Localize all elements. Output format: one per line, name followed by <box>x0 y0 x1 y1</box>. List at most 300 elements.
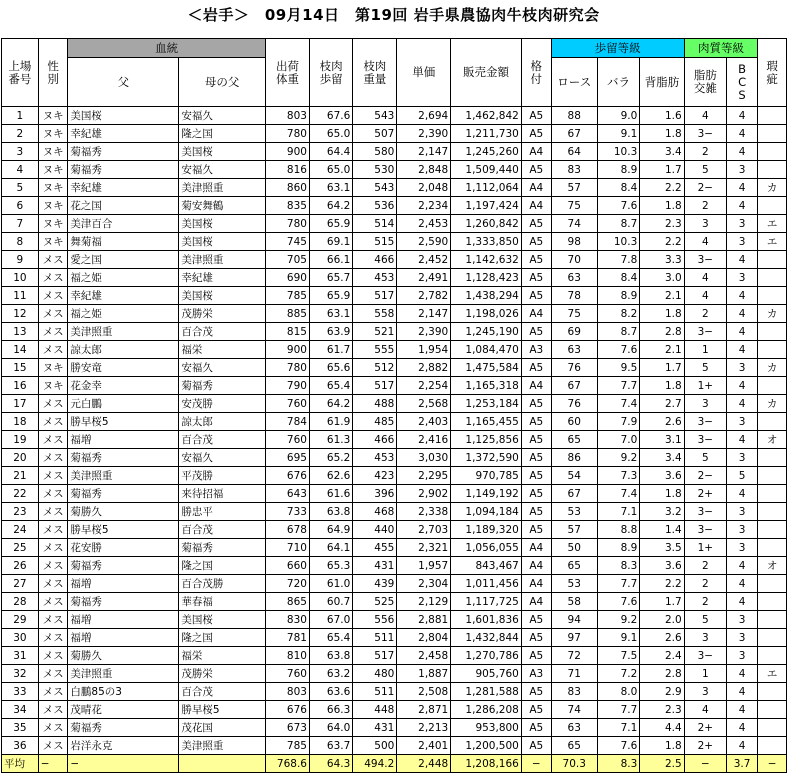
cell-sex: メス <box>38 719 68 737</box>
cell-ribeye: 67 <box>551 125 597 143</box>
cell-ribeye: 75 <box>551 305 597 323</box>
cell-yield-pct: 63.7 <box>309 737 352 755</box>
cell-grade: A5 <box>521 629 551 647</box>
cell-carcass-weight: 514 <box>353 215 397 233</box>
cell-yield-pct: 69.1 <box>309 233 352 251</box>
cell-unit-price: 2,694 <box>397 107 451 125</box>
cell-ribeye: 83 <box>551 161 597 179</box>
cell-carcass-weight: 439 <box>353 575 397 593</box>
cell-sex: メス <box>38 665 68 683</box>
cell-yield-pct: 65.2 <box>309 449 352 467</box>
cell-unit-price: 2,416 <box>397 431 451 449</box>
cell-dam-sire: 茂勝栄 <box>179 665 266 683</box>
average-defect: − <box>758 755 787 773</box>
cell-defect <box>758 467 787 485</box>
cell-backfat: 3.1 <box>640 431 684 449</box>
table-row <box>2 593 787 611</box>
table-body <box>2 107 787 773</box>
cell-sales-amount: 1,432,844 <box>451 629 522 647</box>
cell-ribeye: 67 <box>551 485 597 503</box>
cell-sex: メス <box>38 287 68 305</box>
cell-sales-amount: 1,165,455 <box>451 413 522 431</box>
cell-sire: 菊勝久 <box>68 647 179 665</box>
cell-ribeye: 65 <box>551 557 597 575</box>
cell-backfat: 4.4 <box>640 719 684 737</box>
cell-sire: 舞菊福 <box>68 233 179 251</box>
cell-defect <box>758 251 787 269</box>
cell-ribeye: 69 <box>551 323 597 341</box>
cell-dam-sire: 茂勝栄 <box>179 305 266 323</box>
header-quality-grade-group: 肉質等級 <box>684 39 758 58</box>
cell-marbling: 2− <box>684 179 726 197</box>
cell-defect <box>758 287 787 305</box>
cell-grade: A4 <box>521 557 551 575</box>
cell-sex: メス <box>38 485 68 503</box>
cell-grade: A5 <box>521 215 551 233</box>
table-row <box>2 323 787 341</box>
table-row <box>2 665 787 683</box>
cell-sales-amount: 1,438,294 <box>451 287 522 305</box>
cell-marbling: 4 <box>684 701 726 719</box>
header-yield-pct: 枝肉 歩留 <box>309 39 352 107</box>
cell-marbling: 3− <box>684 125 726 143</box>
cell-unit-price: 2,234 <box>397 197 451 215</box>
cell-grade: A5 <box>521 737 551 755</box>
cell-marbling: 4 <box>684 233 726 251</box>
header-bcs: B C S <box>726 58 757 107</box>
cell-lot-no: 28 <box>2 593 39 611</box>
cell-backfat: 2.3 <box>640 215 684 233</box>
cell-sex: ヌキ <box>38 143 68 161</box>
cell-lot-no: 16 <box>2 377 39 395</box>
cell-backfat: 2.3 <box>640 701 684 719</box>
cell-rib-thickness: 8.8 <box>597 521 639 539</box>
cell-ribeye: 63 <box>551 269 597 287</box>
cell-unit-price: 2,129 <box>397 593 451 611</box>
average-row <box>2 755 787 773</box>
cell-sex: メス <box>38 575 68 593</box>
cell-yield-pct: 65.4 <box>309 629 352 647</box>
cell-marbling: 3− <box>684 431 726 449</box>
cell-sales-amount: 953,800 <box>451 719 522 737</box>
cell-yield-pct: 61.0 <box>309 575 352 593</box>
cell-marbling: 2 <box>684 575 726 593</box>
cell-rib-thickness: 7.8 <box>597 251 639 269</box>
cell-lot-no: 33 <box>2 683 39 701</box>
cell-sire: 福増 <box>68 431 179 449</box>
cell-lot-no: 30 <box>2 629 39 647</box>
cell-yield-pct: 63.1 <box>309 305 352 323</box>
table-row <box>2 161 787 179</box>
cell-grade: A5 <box>521 449 551 467</box>
table-row <box>2 179 787 197</box>
cell-yield-pct: 61.7 <box>309 341 352 359</box>
cell-sales-amount: 1,198,026 <box>451 305 522 323</box>
cell-lot-no: 22 <box>2 485 39 503</box>
table-row <box>2 125 787 143</box>
cell-grade: A5 <box>521 269 551 287</box>
cell-sire: 美津照重 <box>68 665 179 683</box>
cell-rib-thickness: 9.2 <box>597 611 639 629</box>
cell-defect <box>758 143 787 161</box>
cell-dam-sire: 平茂勝 <box>179 467 266 485</box>
average-bcs: 3.7 <box>726 755 757 773</box>
cell-ribeye: 65 <box>551 431 597 449</box>
average-dam-sire <box>179 755 266 773</box>
cell-lot-no: 27 <box>2 575 39 593</box>
cell-grade: A5 <box>521 701 551 719</box>
cell-dam-sire: 安福久 <box>179 161 266 179</box>
cell-ship-weight: 900 <box>265 143 309 161</box>
cell-backfat: 2.6 <box>640 629 684 647</box>
cell-bcs: 3 <box>726 449 757 467</box>
cell-yield-pct: 65.4 <box>309 377 352 395</box>
cell-grade: A5 <box>521 125 551 143</box>
cell-ribeye: 78 <box>551 287 597 305</box>
cell-grade: A5 <box>521 107 551 125</box>
table-row <box>2 341 787 359</box>
table-row <box>2 521 787 539</box>
cell-sex: メス <box>38 395 68 413</box>
cell-marbling: 4 <box>684 287 726 305</box>
cell-bcs: 4 <box>726 701 757 719</box>
cell-grade: A5 <box>521 251 551 269</box>
cell-sire: 白鵬85の3 <box>68 683 179 701</box>
cell-sex: ヌキ <box>38 377 68 395</box>
cell-ship-weight: 865 <box>265 593 309 611</box>
cell-backfat: 1.7 <box>640 359 684 377</box>
cell-backfat: 2.8 <box>640 665 684 683</box>
cell-carcass-weight: 423 <box>353 467 397 485</box>
cell-backfat: 2.2 <box>640 575 684 593</box>
cell-unit-price: 2,881 <box>397 611 451 629</box>
table-row <box>2 233 787 251</box>
cell-rib-thickness: 8.7 <box>597 323 639 341</box>
cell-dam-sire: 勝忠平 <box>179 503 266 521</box>
cell-defect <box>758 161 787 179</box>
cell-ship-weight: 790 <box>265 377 309 395</box>
table-row <box>2 107 787 125</box>
cell-marbling: 3 <box>684 629 726 647</box>
cell-bcs: 3 <box>726 539 757 557</box>
cell-rib-thickness: 7.7 <box>597 701 639 719</box>
cell-bcs: 3 <box>726 359 757 377</box>
cell-bcs: 4 <box>726 557 757 575</box>
cell-dam-sire: 美国桜 <box>179 215 266 233</box>
cell-marbling: 2 <box>684 143 726 161</box>
cell-sales-amount: 1,200,500 <box>451 737 522 755</box>
cell-lot-no: 23 <box>2 503 39 521</box>
cell-lot-no: 20 <box>2 449 39 467</box>
cell-ship-weight: 781 <box>265 629 309 647</box>
cell-bcs: 4 <box>726 377 757 395</box>
cell-marbling: 3 <box>684 683 726 701</box>
header-sire: 父 <box>68 58 179 107</box>
cell-bcs: 3 <box>726 611 757 629</box>
cell-bcs: 3 <box>726 233 757 251</box>
cell-backfat: 3.4 <box>640 143 684 161</box>
cell-sales-amount: 843,467 <box>451 557 522 575</box>
cell-grade: A5 <box>521 359 551 377</box>
cell-yield-pct: 67.6 <box>309 107 352 125</box>
cell-bcs: 4 <box>726 575 757 593</box>
cell-rib-thickness: 8.2 <box>597 305 639 323</box>
cell-ship-weight: 785 <box>265 287 309 305</box>
table-row <box>2 719 787 737</box>
cell-rib-thickness: 7.6 <box>597 197 639 215</box>
cell-rib-thickness: 7.4 <box>597 485 639 503</box>
cell-ship-weight: 695 <box>265 449 309 467</box>
average-backfat: 2.5 <box>640 755 684 773</box>
cell-defect: カ <box>758 359 787 377</box>
cell-backfat: 3.0 <box>640 269 684 287</box>
cell-sex: メス <box>38 521 68 539</box>
cell-carcass-weight: 536 <box>353 197 397 215</box>
cell-ship-weight: 815 <box>265 323 309 341</box>
cell-carcass-weight: 453 <box>353 269 397 287</box>
cell-dam-sire: 福栄 <box>179 647 266 665</box>
cell-lot-no: 9 <box>2 251 39 269</box>
cell-defect <box>758 593 787 611</box>
cell-lot-no: 17 <box>2 395 39 413</box>
cell-ribeye: 57 <box>551 179 597 197</box>
cell-lot-no: 1 <box>2 107 39 125</box>
average-sales-amount: 1,208,166 <box>451 755 522 773</box>
cell-marbling: 3− <box>684 413 726 431</box>
cell-sex: メス <box>38 629 68 647</box>
cell-yield-pct: 65.0 <box>309 125 352 143</box>
cell-grade: A4 <box>521 179 551 197</box>
cell-rib-thickness: 7.1 <box>597 503 639 521</box>
cell-dam-sire: 美国桜 <box>179 233 266 251</box>
cell-lot-no: 26 <box>2 557 39 575</box>
cell-lot-no: 10 <box>2 269 39 287</box>
cell-sire: 勝安竜 <box>68 359 179 377</box>
cell-sales-amount: 1,286,208 <box>451 701 522 719</box>
cell-grade: A3 <box>521 665 551 683</box>
cell-backfat: 1.8 <box>640 377 684 395</box>
cell-marbling: 1+ <box>684 539 726 557</box>
cell-yield-pct: 63.9 <box>309 323 352 341</box>
cell-marbling: 5 <box>684 359 726 377</box>
cell-defect <box>758 503 787 521</box>
cell-sire: 福増 <box>68 575 179 593</box>
cell-defect <box>758 647 787 665</box>
cell-lot-no: 24 <box>2 521 39 539</box>
cell-unit-price: 2,048 <box>397 179 451 197</box>
cell-ribeye: 54 <box>551 467 597 485</box>
cell-rib-thickness: 7.7 <box>597 377 639 395</box>
cell-dam-sire: 美国桜 <box>179 611 266 629</box>
cell-ribeye: 74 <box>551 701 597 719</box>
cell-sire: 菊福秀 <box>68 593 179 611</box>
cell-carcass-weight: 480 <box>353 665 397 683</box>
cell-lot-no: 29 <box>2 611 39 629</box>
cell-ship-weight: 803 <box>265 683 309 701</box>
cell-defect: オ <box>758 557 787 575</box>
cell-bcs: 4 <box>726 485 757 503</box>
cell-marbling: 3 <box>684 395 726 413</box>
cell-rib-thickness: 10.3 <box>597 143 639 161</box>
cell-marbling: 5 <box>684 449 726 467</box>
cell-ship-weight: 733 <box>265 503 309 521</box>
cell-ribeye: 58 <box>551 593 597 611</box>
cell-ship-weight: 816 <box>265 161 309 179</box>
cell-sire: 花安勝 <box>68 539 179 557</box>
average-rib-thickness: 8.3 <box>597 755 639 773</box>
cell-backfat: 3.4 <box>640 449 684 467</box>
cell-sales-amount: 1,149,192 <box>451 485 522 503</box>
table-row <box>2 215 787 233</box>
cell-rib-thickness: 7.6 <box>597 341 639 359</box>
cell-defect: カ <box>758 305 787 323</box>
cell-unit-price: 2,321 <box>397 539 451 557</box>
cell-lot-no: 21 <box>2 467 39 485</box>
cell-ribeye: 76 <box>551 359 597 377</box>
cell-rib-thickness: 7.1 <box>597 719 639 737</box>
cell-defect: カ <box>758 395 787 413</box>
cell-ribeye: 50 <box>551 539 597 557</box>
cell-grade: A5 <box>521 161 551 179</box>
cell-yield-pct: 61.6 <box>309 485 352 503</box>
cell-rib-thickness: 9.5 <box>597 359 639 377</box>
cell-sales-amount: 1,112,064 <box>451 179 522 197</box>
cell-bcs: 4 <box>726 665 757 683</box>
cell-defect: エ <box>758 233 787 251</box>
cell-ribeye: 63 <box>551 719 597 737</box>
cell-carcass-weight: 525 <box>353 593 397 611</box>
cell-yield-pct: 64.1 <box>309 539 352 557</box>
table-row <box>2 611 787 629</box>
cell-grade: A5 <box>521 485 551 503</box>
cell-backfat: 2.9 <box>640 683 684 701</box>
cell-lot-no: 11 <box>2 287 39 305</box>
cell-ship-weight: 803 <box>265 107 309 125</box>
cell-unit-price: 1,954 <box>397 341 451 359</box>
cell-rib-thickness: 7.9 <box>597 413 639 431</box>
cell-dam-sire: 百合茂 <box>179 521 266 539</box>
cell-ship-weight: 784 <box>265 413 309 431</box>
cell-sire: 美津照重 <box>68 467 179 485</box>
cell-bcs: 4 <box>726 683 757 701</box>
cell-sex: ヌキ <box>38 125 68 143</box>
cell-bcs: 3 <box>726 503 757 521</box>
cell-bcs: 4 <box>726 395 757 413</box>
cell-bcs: 4 <box>726 125 757 143</box>
cell-bcs: 4 <box>726 431 757 449</box>
cell-lot-no: 19 <box>2 431 39 449</box>
cell-marbling: 2 <box>684 305 726 323</box>
table-row <box>2 629 787 647</box>
cell-marbling: 2+ <box>684 737 726 755</box>
cell-rib-thickness: 7.6 <box>597 737 639 755</box>
cell-sales-amount: 1,165,318 <box>451 377 522 395</box>
cell-sire: 菊勝久 <box>68 503 179 521</box>
cell-sex: メス <box>38 251 68 269</box>
cell-defect <box>758 629 787 647</box>
table-row <box>2 251 787 269</box>
cell-marbling: 3− <box>684 323 726 341</box>
cell-lot-no: 4 <box>2 161 39 179</box>
cell-rib-thickness: 7.6 <box>597 593 639 611</box>
cell-yield-pct: 60.7 <box>309 593 352 611</box>
cell-yield-pct: 63.6 <box>309 683 352 701</box>
cell-sire: 岩洋永克 <box>68 737 179 755</box>
cell-carcass-weight: 512 <box>353 359 397 377</box>
cell-carcass-weight: 530 <box>353 161 397 179</box>
average-marbling: − <box>684 755 726 773</box>
cell-dam-sire: 菊福秀 <box>179 377 266 395</box>
cell-bcs: 4 <box>726 179 757 197</box>
cell-sex: メス <box>38 611 68 629</box>
average-carcass-weight: 494.2 <box>353 755 397 773</box>
header-carcass-weight: 枝肉 重量 <box>353 39 397 107</box>
cell-yield-pct: 65.9 <box>309 215 352 233</box>
cell-sales-amount: 1,056,055 <box>451 539 522 557</box>
cell-defect: オ <box>758 431 787 449</box>
cell-sex: メス <box>38 683 68 701</box>
table-row <box>2 557 787 575</box>
cell-sales-amount: 1,509,440 <box>451 161 522 179</box>
cell-bcs: 4 <box>726 323 757 341</box>
cell-ship-weight: 720 <box>265 575 309 593</box>
cell-unit-price: 1,957 <box>397 557 451 575</box>
header-pedigree-group: 血統 <box>68 39 266 58</box>
cell-rib-thickness: 7.2 <box>597 665 639 683</box>
cell-unit-price: 2,491 <box>397 269 451 287</box>
cell-sire: 福増 <box>68 611 179 629</box>
cell-sex: メス <box>38 737 68 755</box>
cell-unit-price: 2,295 <box>397 467 451 485</box>
cell-carcass-weight: 543 <box>353 107 397 125</box>
cell-carcass-weight: 488 <box>353 395 397 413</box>
cell-unit-price: 2,590 <box>397 233 451 251</box>
cell-carcass-weight: 396 <box>353 485 397 503</box>
cell-sales-amount: 1,084,470 <box>451 341 522 359</box>
cell-ribeye: 94 <box>551 611 597 629</box>
cell-carcass-weight: 440 <box>353 521 397 539</box>
cell-sire: 元白鵬 <box>68 395 179 413</box>
cell-defect <box>758 719 787 737</box>
cell-grade: A3 <box>521 341 551 359</box>
cell-defect <box>758 125 787 143</box>
cell-sex: メス <box>38 503 68 521</box>
cell-dam-sire: 美津照重 <box>179 737 266 755</box>
cell-backfat: 2.8 <box>640 323 684 341</box>
table-row <box>2 485 787 503</box>
cell-sex: メス <box>38 449 68 467</box>
cell-sex: メス <box>38 341 68 359</box>
average-lot-no: 平均 <box>2 755 39 773</box>
table-row <box>2 305 787 323</box>
cell-lot-no: 12 <box>2 305 39 323</box>
cell-sire: 幸紀雄 <box>68 179 179 197</box>
cell-sales-amount: 1,128,423 <box>451 269 522 287</box>
cell-sire: 福増 <box>68 629 179 647</box>
cell-ship-weight: 830 <box>265 611 309 629</box>
table-row <box>2 701 787 719</box>
cell-carcass-weight: 453 <box>353 449 397 467</box>
cell-dam-sire: 茂花国 <box>179 719 266 737</box>
cell-unit-price: 2,508 <box>397 683 451 701</box>
cell-ship-weight: 710 <box>265 539 309 557</box>
cell-defect <box>758 485 787 503</box>
cell-unit-price: 2,338 <box>397 503 451 521</box>
cell-lot-no: 8 <box>2 233 39 251</box>
cell-ship-weight: 676 <box>265 701 309 719</box>
header-yield-grade-group: 歩留等級 <box>551 39 684 58</box>
table-row <box>2 467 787 485</box>
